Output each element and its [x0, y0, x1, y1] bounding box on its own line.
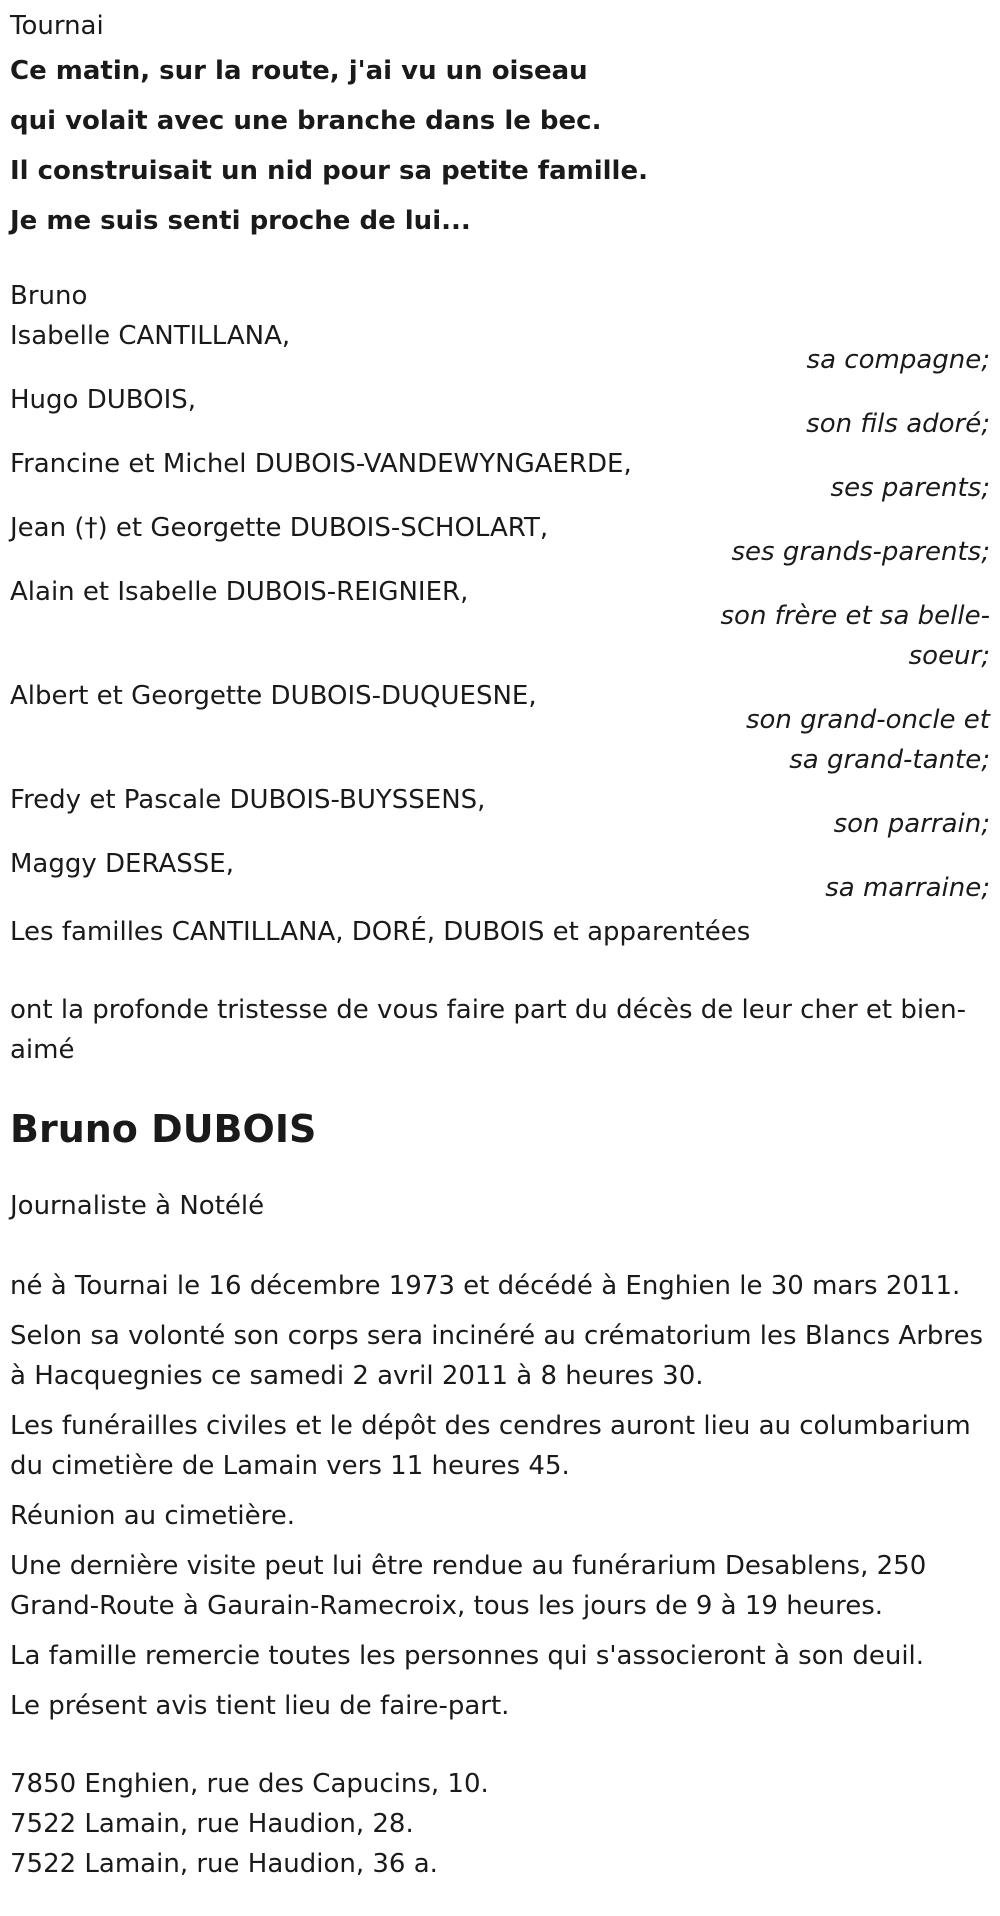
family-member-name: Fredy et Pascale DUBOIS-BUYSSENS, — [10, 785, 486, 815]
family-member-name: Jean (†) et Georgette DUBOIS-SCHOLART, — [10, 513, 549, 543]
family-member-name: Hugo DUBOIS, — [10, 385, 197, 415]
family-member-name: Isabelle CANTILLANA, — [10, 321, 291, 351]
announcement-intro: ont la profonde tristesse de vous faire part du décès de leur cher et bien-aimé — [10, 995, 966, 1065]
family-member-name: Albert et Georgette DUBOIS-DUQUESNE, — [10, 681, 537, 711]
family-member — [10, 380, 990, 444]
poem-line: Il construisait un nid pour sa petite famille. — [10, 156, 648, 186]
poem-line: qui volait avec une branche dans le bec. — [10, 106, 602, 136]
family-member — [10, 444, 990, 508]
family-member — [10, 780, 990, 844]
family-member-role: son frère et sa belle-soeur; — [720, 601, 990, 671]
family-member — [10, 676, 990, 780]
poem — [10, 46, 990, 246]
family-member-role: son fils adoré; — [806, 409, 990, 439]
detail-paragraph: Une dernière visite peut lui être rendue au funérarium Desablens, 250 Grand-Route à Gaurain-Ramecroix, tous les jours de 9 à 19 heures. — [10, 1551, 927, 1621]
address-line: 7850 Enghien, rue des Capucins, 10. — [10, 1769, 489, 1799]
details-list — [10, 1266, 990, 1726]
poem-signature: Bruno — [10, 281, 88, 311]
family-member-name: Alain et Isabelle DUBOIS-REIGNIER, — [10, 577, 469, 607]
poem-line: Je me suis senti proche de lui... — [10, 206, 471, 236]
family-member-name: Maggy DERASSE, — [10, 849, 234, 879]
family-member — [10, 844, 990, 908]
family-member — [10, 572, 990, 676]
family-member-role: son grand-oncle et sa grand-tante; — [745, 705, 990, 775]
city-heading: Tournai — [10, 11, 104, 41]
detail-paragraph: Selon sa volonté son corps sera incinéré au crématorium les Blancs Arbres à Hacquegnies ce samedi 2 avril 2011 à 8 heures 30. — [10, 1321, 984, 1391]
detail-paragraph: Les funérailles civiles et le dépôt des cendres auront lieu au columbarium du cimetière de Lamain vers 11 heures 45. — [10, 1411, 971, 1481]
deceased-name: Bruno DUBOIS — [10, 1107, 317, 1151]
family-member-role: son parrain; — [833, 809, 990, 839]
detail-paragraph: La famille remercie toutes les personnes qui s'associeront à son deuil. — [10, 1641, 925, 1671]
address-line: 7522 Lamain, rue Haudion, 28. — [10, 1809, 414, 1839]
family-member — [10, 316, 990, 380]
family-member — [10, 508, 990, 572]
family-member-name: Francine et Michel DUBOIS-VANDEWYNGAERDE, — [10, 449, 632, 479]
address-list — [10, 1764, 990, 1884]
family-member-role: ses grands-parents; — [731, 537, 990, 567]
detail-paragraph: né à Tournai le 16 décembre 1973 et décédé à Enghien le 30 mars 2011. — [10, 1271, 961, 1301]
detail-paragraph: Le présent avis tient lieu de faire-part. — [10, 1691, 510, 1721]
poem-line: Ce matin, sur la route, j'ai vu un oiseau — [10, 56, 588, 86]
family-list — [10, 316, 990, 908]
family-member-role: sa marraine; — [825, 873, 990, 903]
address-line: 7522 Lamain, rue Haudion, 36 a. — [10, 1849, 438, 1879]
detail-paragraph: Réunion au cimetière. — [10, 1501, 296, 1531]
family-member-role: sa compagne; — [806, 345, 990, 375]
family-member-role: ses parents; — [830, 473, 990, 503]
families-line: Les familles CANTILLANA, DORÉ, DUBOIS et apparentées — [10, 917, 751, 947]
deceased-occupation: Journaliste à Notélé — [10, 1191, 265, 1221]
